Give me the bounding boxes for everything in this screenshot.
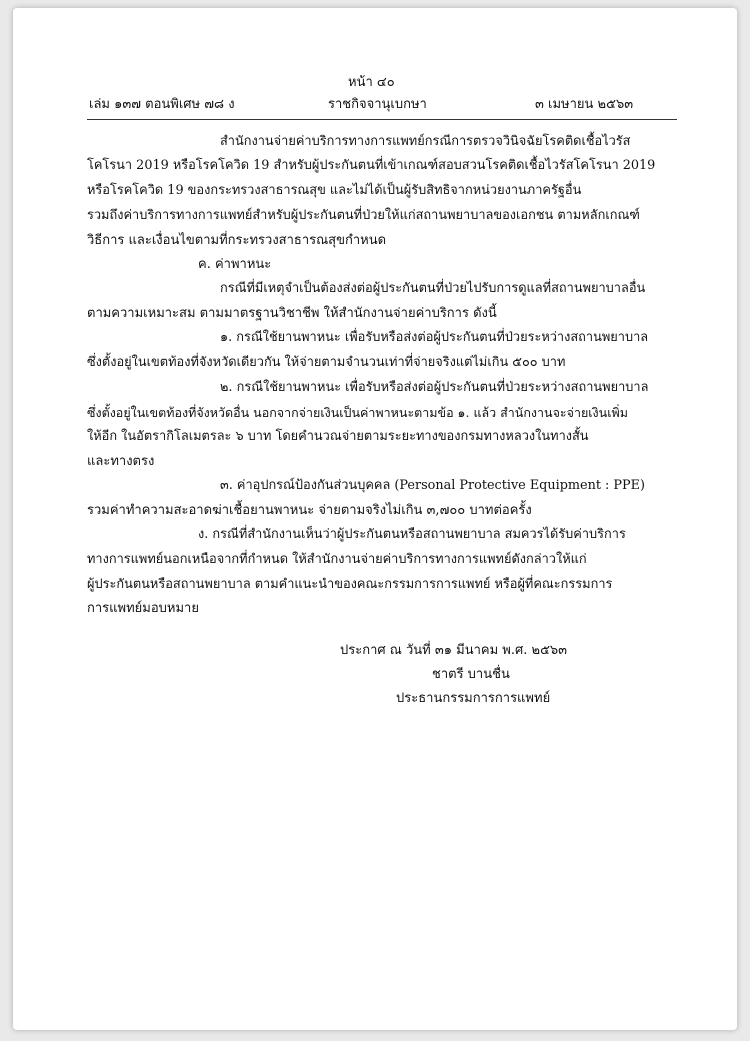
publication-name: ราชกิจจานุเบกษา (328, 97, 427, 112)
signatory-name: ชาตรี บานชื่น (432, 667, 510, 682)
body-line: ทางการแพทย์นอกเหนือจากที่กำหนด ให้สำนักงานจ่ายค่าบริการทางการแพทย์ดังกล่าวให้แก่ (87, 552, 587, 567)
body-line: วิธีการ และเงื่อนไขตามที่กระทรวงสาธารณสุขกำหนด (87, 233, 387, 248)
list-item: ๑. กรณีใช้ยานพาหนะ เพื่อรับหรือส่งต่อผู้ประกันตนที่ป่วยระหว่างสถานพยาบาล (220, 330, 649, 345)
header-rule (87, 119, 677, 120)
list-item: ๓. ค่าอุปกรณ์ป้องกันส่วนบุคคล (Personal Protective Equipment : PPE) (220, 478, 645, 493)
list-item: ๒. กรณีใช้ยานพาหนะ เพื่อรับหรือส่งต่อผู้ประกันตนที่ป่วยระหว่างสถานพยาบาล (220, 380, 649, 395)
body-line: สำนักงานจ่ายค่าบริการทางการแพทย์กรณีการตรวจวินิจฉัยโรคติดเชื้อไวรัส (220, 134, 631, 149)
section-d-heading: ง. กรณีที่สำนักงานเห็นว่าผู้ประกันตนหรือสถานพยาบาล สมควรได้รับค่าบริการ (198, 527, 626, 542)
body-line: หรือโรคโควิด 19 ของกระทรวงสาธารณสุข และไม่ได้เป็นผู้รับสิทธิจากหน่วยงานภาครัฐอื่น (87, 183, 582, 198)
body-line: การแพทย์มอบหมาย (87, 601, 199, 616)
body-line: ซึ่งตั้งอยู่ในเขตท้องที่จังหวัดอื่น นอกจากจ่ายเงินเป็นค่าพาหนะตามข้อ ๑. แล้ว สำนักงานจะจ่ายเงินเพิ่ม (87, 405, 628, 420)
body-line: ผู้ประกันตนหรือสถานพยาบาล ตามคำแนะนำของคณะกรรมการการแพทย์ หรือผู้ที่คณะกรรมการ (87, 577, 613, 592)
body-line: และทางตรง (87, 454, 155, 469)
gazette-page (13, 8, 737, 1030)
body-line: ตามความเหมาะสม ตามมาตรฐานวิชาชีพ ให้สำนักงานจ่ายค่าบริการ ดังนี้ (87, 306, 497, 321)
body-line: กรณีที่มีเหตุจำเป็นต้องส่งต่อผู้ประกันตนที่ป่วยไปรับการดูแลที่สถานพยาบาลอื่น (220, 281, 646, 296)
publication-date: ๓ เมษายน ๒๕๖๓ (535, 97, 634, 112)
body-line: ให้อีก ในอัตรากิโลเมตรละ ๖ บาท โดยคำนวณจ่ายตามระยะทางของกรมทางหลวงในทางสั้น (87, 429, 589, 444)
body-line: รวมค่าทำความสะอาดฆ่าเชื้อยานพาหนะ จ่ายตามจริงไม่เกิน ๓,๗๐๐ บาทต่อครั้ง (87, 503, 532, 518)
body-line: ซึ่งตั้งอยู่ในเขตท้องที่จังหวัดเดียวกัน ให้จ่ายตามจำนวนเท่าที่จ่ายจริงแต่ไม่เกิน ๕๐๐ บาท (87, 355, 566, 370)
body-line: รวมถึงค่าบริการทางการแพทย์สำหรับผู้ประกันตนที่ป่วยให้แก่สถานพยาบาลของเอกชน ตามหลักเกณฑ์ (87, 208, 640, 223)
page-number: หน้า ๔๐ (348, 75, 395, 90)
volume-issue: เล่ม ๑๓๗ ตอนพิเศษ ๗๘ ง (89, 97, 235, 112)
body-line: โคโรนา 2019 หรือโรคโควิด 19 สำหรับผู้ประกันตนที่เข้าเกณฑ์สอบสวนโรคติดเชื้อไวรัสโคโรนา 2019 (87, 158, 656, 173)
section-c-heading: ค. ค่าพาหนะ (198, 257, 272, 272)
signatory-position: ประธานกรรมการการแพทย์ (396, 691, 551, 706)
announcement-date: ประกาศ ณ วันที่ ๓๑ มีนาคม พ.ศ. ๒๕๖๓ (340, 643, 568, 658)
